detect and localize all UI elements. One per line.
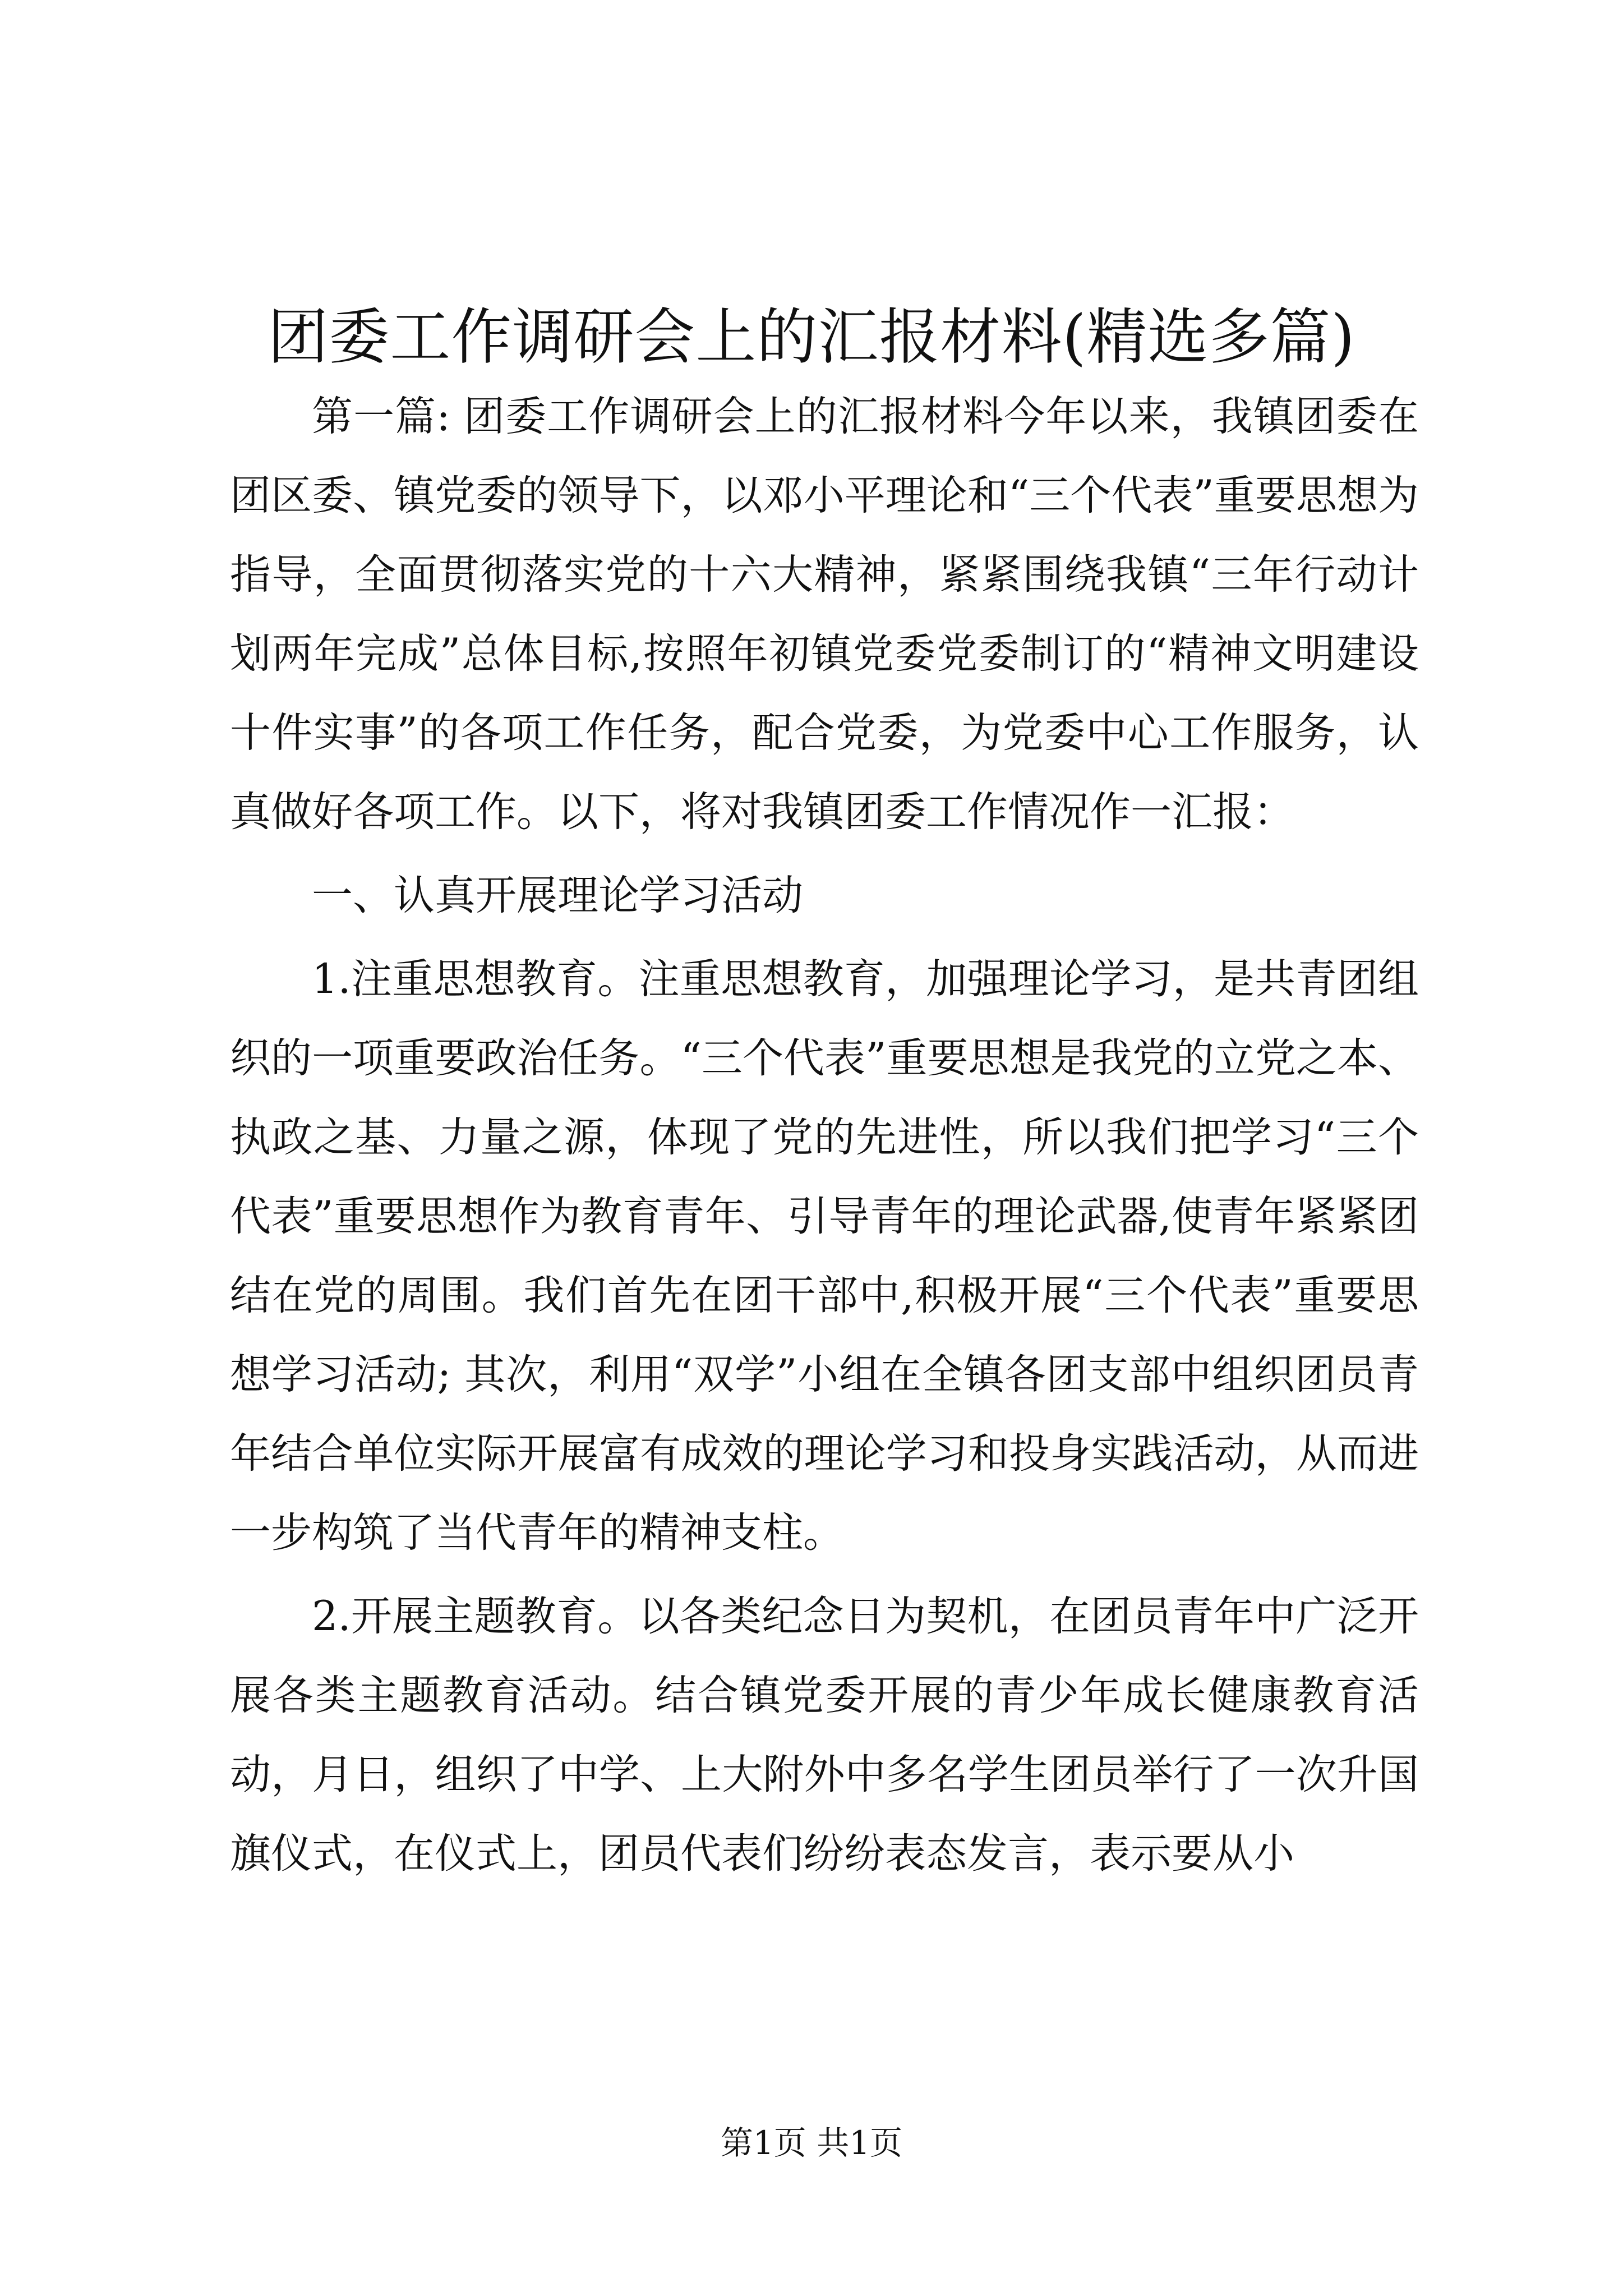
paragraph-intro: 第一篇: 团委工作调研会上的汇报材料今年以来，我镇团委在团区委、镇党委的领导下，以邓小平理论和“三个代表”重要思想为指导，全面贯彻落实党的十六大精神，紧紧围绕我镇“三年行动计划两年完成”总体目标,按照年初镇党委党委制订的“精神文明建设十件实事”的各项工作任务，配合党委，为党委中心工作服务，认真做好各项工作。以下，将对我镇团委工作情况作一汇报： bbox=[230, 393, 1419, 836]
document-body bbox=[230, 377, 1419, 1893]
document-title: 团委工作调研会上的汇报材料(精选多篇) bbox=[268, 302, 1355, 373]
paragraph-theme-education: 2.开展主题教育。以各类纪念日为契机，在团员青年中广泛开展各类主题教育活动。结合镇党委开展的青少年成长健康教育活动，月日，组织了中学、上大附外中多名学生团员举行了一次升国旗仪式，在仪式上，团员代表们纷纷表态发言，表示要从小 bbox=[230, 1593, 1419, 1878]
paragraph-ideological-education: 1.注重思想教育。注重思想教育，加强理论学习，是共青团组织的一项重要政治任务。“三个代表”重要思想是我党的立党之本、执政之基、力量之源，体现了党的先进性，所以我们把学习“三个代表”重要思想作为教育青年、引导青年的理论武器,使青年紧紧团结在党的周围。我们首先在团干部中,积极开展“三个代表”重要思想学习活动; 其次，利用“双学”小组在全镇各团支部中组织团员青年结合单位实际开展富有成效的理论学习和投身实践活动，从而进一步构筑了当代青年的精神支柱。 bbox=[230, 955, 1419, 1557]
section-heading-theory-study: 一、认真开展理论学习活动 bbox=[312, 872, 803, 919]
page-footer: 第1页 共1页 bbox=[720, 2124, 903, 2162]
